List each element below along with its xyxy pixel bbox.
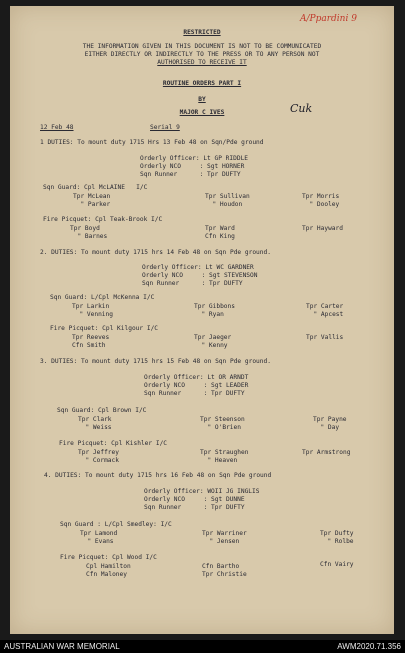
guard-name: " Dooley xyxy=(302,201,340,208)
picquet-name: " Barnes xyxy=(70,233,108,240)
guard-name: " O'Brien xyxy=(200,424,241,431)
guard-name: Tpr Morris xyxy=(302,193,340,200)
document-page xyxy=(10,6,394,634)
issuer: MAJOR C IVES xyxy=(179,109,225,116)
fire-picquet-heading: Fire Picquet: Cpl Kilgour I/C xyxy=(50,325,159,332)
picquet-name: Tpr Jeffrey xyxy=(78,449,119,456)
sqn-guard-heading: Sqn Guard: L/Cpl McKenna I/C xyxy=(50,294,155,301)
guard-name: " Day xyxy=(313,424,340,431)
orderly-nco: Orderly NCO : Sgt LEADER xyxy=(144,382,249,389)
guard-name: Tpr McLean xyxy=(73,193,111,200)
guard-name: " Weiss xyxy=(78,424,112,431)
picquet-name: Tpr Reeves xyxy=(72,334,110,341)
orderly-officer: Orderly Officer: Lt GP RIDDLE xyxy=(140,155,249,162)
fire-picquet-heading: Fire Picquet: Cpl Wood I/C xyxy=(60,554,157,561)
guard-name: Tpr Steenson xyxy=(200,416,245,423)
sqn-runner: Sqn Runner : Tpr DUFTY xyxy=(144,390,245,397)
notice-line-2: EITHER DIRECTLY OR INDIRECTLY TO THE PRESS OR TO ANY PERSON NOT xyxy=(84,51,320,58)
guard-name: Tpr Sullivan xyxy=(205,193,250,200)
orderly-nco: Orderly NCO : Sgt HORNER xyxy=(140,163,245,170)
guard-name: " Venning xyxy=(72,311,113,318)
notice-line-3: AUTHORISED TO RECEIVE IT xyxy=(157,59,247,66)
guard-name: Tpr Payne xyxy=(313,416,347,423)
duty-heading: 3. DUTIES: To mount duty 1715 hrs 15 Feb 48 on Sqn Pde ground. xyxy=(40,358,271,365)
picquet-name: " Kenny xyxy=(194,342,228,349)
serial: Serial 9 xyxy=(150,124,180,131)
guard-name: " Houdon xyxy=(205,201,243,208)
guard-name: Tpr Warriner xyxy=(202,530,247,537)
fire-picquet-heading: Fire Picquet: Cpl Kishler I/C xyxy=(59,440,168,447)
guard-name: Tpr Larkin xyxy=(72,303,110,310)
orderly-officer: Orderly Officer: WOII JG INGLIS xyxy=(144,488,260,495)
picquet-name: Cfn Bartho xyxy=(202,563,240,570)
duty-heading: 1 DUTIES: To mount duty 1715 Hrs 13 Feb 48 on Sqn/Pde ground xyxy=(40,139,264,146)
picquet-name: Tpr Ward xyxy=(205,225,235,232)
picquet-name: Tpr Vallis xyxy=(306,334,344,341)
orderly-nco: Orderly NCO : Sgt DUNNE xyxy=(144,496,245,503)
notice-line-1: THE INFORMATION GIVEN IN THIS DOCUMENT IS NOT TO BE COMMUNICATED xyxy=(82,43,322,50)
guard-name: " Rolbe xyxy=(320,538,354,545)
guard-name: Tpr Dufty xyxy=(320,530,354,537)
sqn-runner: Sqn Runner : Tpr DUFTY xyxy=(144,504,245,511)
picquet-name: Tpr Armstrong xyxy=(302,449,351,456)
picquet-name: Tpr Boyd xyxy=(70,225,100,232)
picquet-name: Tpr Straughen xyxy=(200,449,249,456)
picquet-name: " Heaven xyxy=(200,457,238,464)
handwritten-reference: A/Ppardini 9 xyxy=(300,14,357,24)
sqn-runner: Sqn Runner : Tpr DUFTY xyxy=(142,280,243,287)
archive-footer xyxy=(0,640,405,653)
picquet-name: Cfn Maloney xyxy=(86,571,127,578)
signature: Cuk xyxy=(290,102,313,115)
sqn-guard-heading: Sqn Guard : L/Cpl Smedley: I/C xyxy=(60,521,172,528)
guard-name: " Ryan xyxy=(194,311,224,318)
duty-heading: 2. DUTIES: To mount duty 1715 hrs 14 Feb 48 on Sqn Pde ground. xyxy=(40,249,271,256)
doc-title: ROUTINE ORDERS PART I xyxy=(162,80,242,87)
guard-name: Tpr Lamond xyxy=(80,530,118,537)
picquet-name: Cfn Smith xyxy=(72,342,106,349)
guard-name: Tpr Gibbons xyxy=(194,303,235,310)
guard-name: Tpr Clark xyxy=(78,416,112,423)
fire-picquet-heading: Fire Picquet: Cpl Teak-Brook I/C xyxy=(43,216,163,223)
picquet-name: Cpl Hamilton xyxy=(86,563,131,570)
footer-institution: AUSTRALIAN WAR MEMORIAL xyxy=(4,642,120,651)
sqn-runner: Sqn Runner : Tpr DUFTY xyxy=(140,171,241,178)
footer-accession-number: AWM2020.71.356 xyxy=(337,642,401,651)
sqn-guard-heading: Sqn Guard: Cpl Brown I/C xyxy=(57,407,147,414)
orderly-nco: Orderly NCO : Sgt STEVENSON xyxy=(142,272,258,279)
picquet-name: Tpr Hayward xyxy=(302,225,343,232)
duty-heading: 4. DUTIES: To mount duty 1715 hrs 16 Feb 48 on Sqn Pde ground xyxy=(44,472,272,479)
picquet-name: Tpr Jaeger xyxy=(194,334,232,341)
picquet-name: Tpr Christie xyxy=(202,571,247,578)
picquet-name: Cfn King xyxy=(205,233,235,240)
doc-date: 12 Feb 48 xyxy=(40,124,74,131)
guard-name: " Jensen xyxy=(202,538,240,545)
guard-name: " Parker xyxy=(73,201,111,208)
orderly-officer: Orderly Officer: Lt OR ARNDT xyxy=(144,374,249,381)
picquet-name: Cfn Vairy xyxy=(320,561,354,568)
guard-name: " Evans xyxy=(80,538,114,545)
guard-name: " Apcest xyxy=(306,311,344,318)
guard-name: Tpr Carter xyxy=(306,303,344,310)
classification: RESTRICTED xyxy=(183,29,221,36)
picquet-name: " Cormack xyxy=(78,457,119,464)
orderly-officer: Orderly Officer: Lt WC GARDNER xyxy=(142,264,254,271)
by-label: BY xyxy=(198,96,206,103)
sqn-guard-heading: Sqn Guard: Cpl McLAINE I/C xyxy=(43,184,148,191)
